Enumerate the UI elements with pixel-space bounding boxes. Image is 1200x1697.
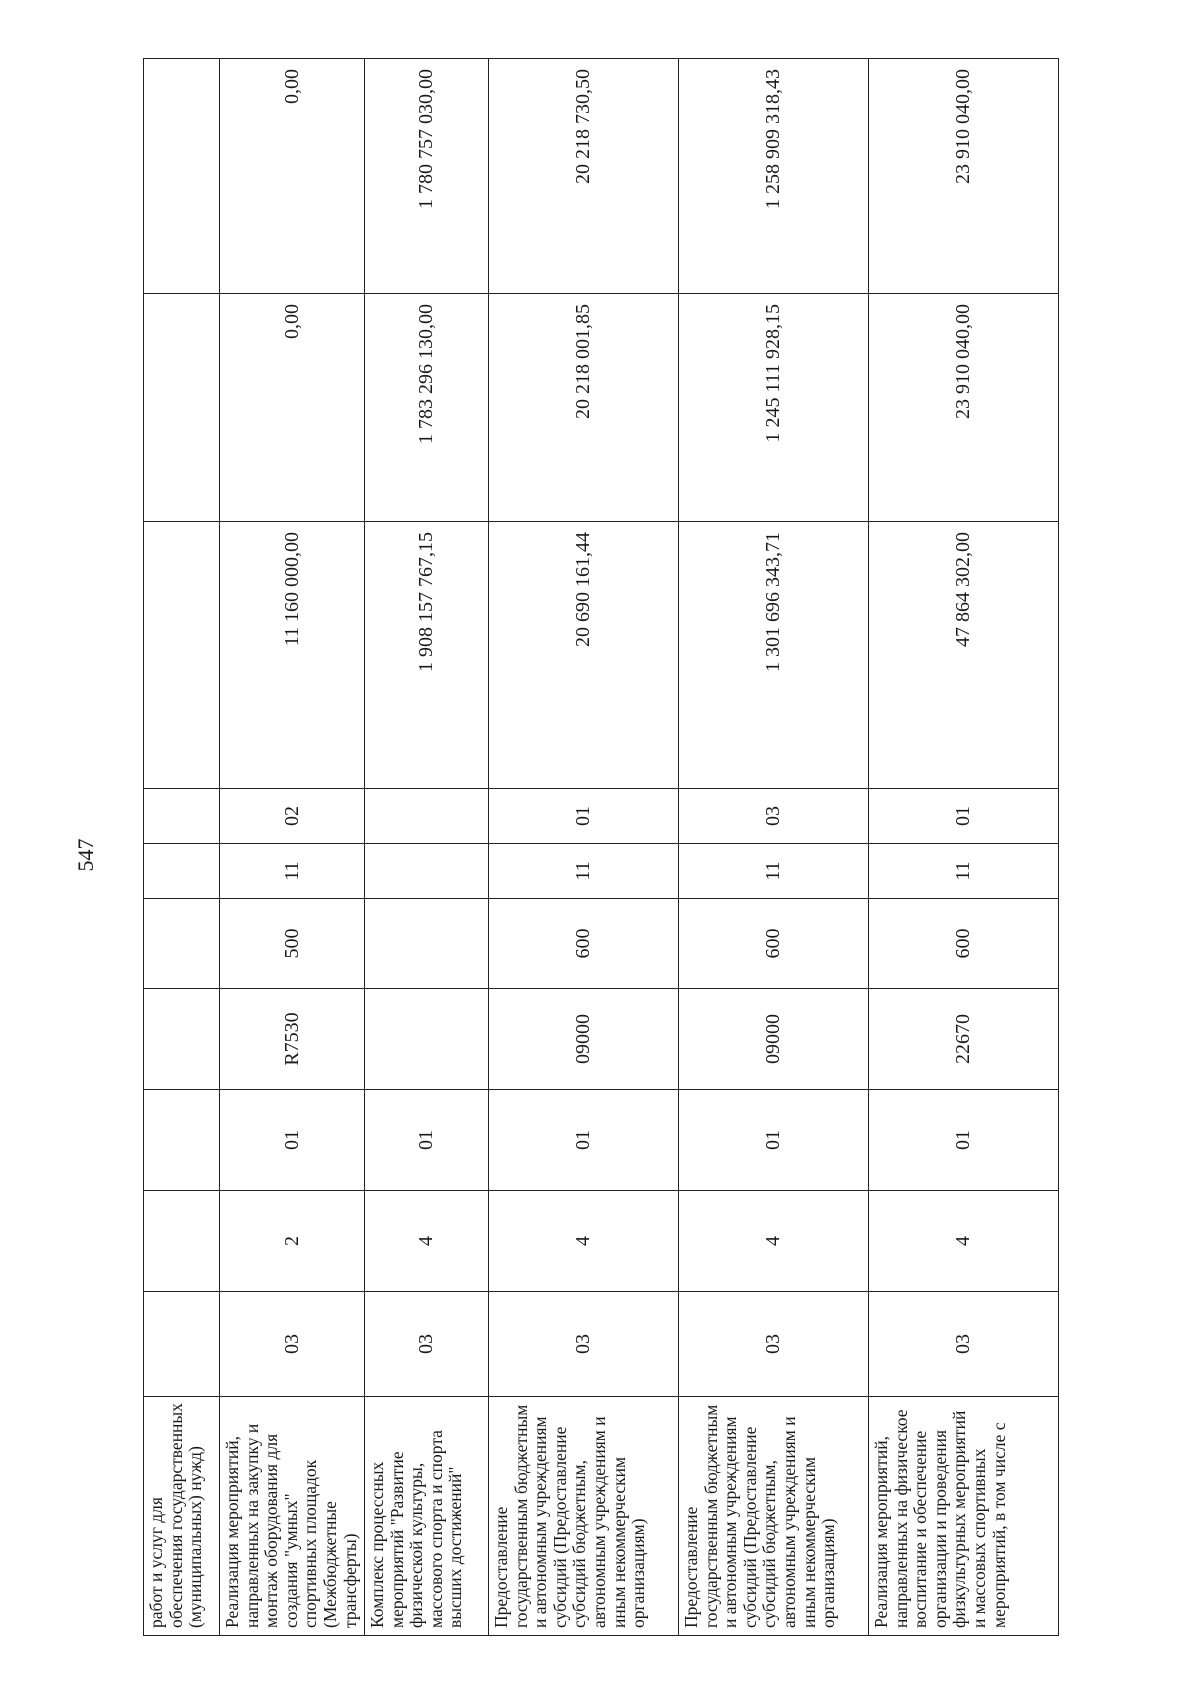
code-cell [365,844,489,899]
table-row [679,59,869,1636]
code-cell: 02 [220,789,365,844]
code-cell: 4 [489,1191,679,1292]
row-description: Реализация мероприятий, направленных на физическое воспитание и обеспечение организации и проведения физкультурных мероприятий и массовых спортивных мероприятий, в том числе с [869,1397,1059,1636]
code-cell: 03 [679,1292,869,1397]
code-cell: 11 [869,844,1059,899]
page-number: 547 [73,838,98,872]
code-cell: 4 [679,1191,869,1292]
row-description: Реализация мероприятий, направленных на закупку и монтаж оборудования для создания "умных" спортивных площадок (Межбюджетные трансферты) [220,1397,365,1636]
code-cell: 11 [489,844,679,899]
amount-cell [144,294,220,522]
amount-cell [144,522,220,789]
amount-cell: 1 301 696 343,71 [679,522,869,789]
amount-cell: 1 780 757 030,00 [365,59,489,294]
table-row [869,59,1059,1636]
row-description: Предоставление государственным бюджетным и автономным учреждениям субсидий (Предоставление субсидий бюджетным, автономным учреждениям и иным некоммерческим организациям) [489,1397,679,1636]
code-cell: 01 [679,1090,869,1191]
amount-cell: 23 910 040,00 [869,59,1059,294]
row-description: работ и услуг для обеспечения государственных (муниципальных) нужд) [144,1397,220,1636]
code-cell: 600 [679,899,869,989]
code-cell: 600 [489,899,679,989]
code-cell [365,789,489,844]
code-cell: 03 [489,1292,679,1397]
code-cell [144,1090,220,1191]
amount-cell: 20 218 001,85 [489,294,679,522]
code-cell: 03 [869,1292,1059,1397]
code-cell: 03 [365,1292,489,1397]
code-cell: 01 [365,1090,489,1191]
table-row [365,59,489,1636]
code-cell [144,989,220,1090]
code-cell: 2 [220,1191,365,1292]
amount-cell: 0,00 [220,294,365,522]
code-cell [365,989,489,1090]
code-cell: 03 [679,789,869,844]
table-row [220,59,365,1636]
table-row [144,59,220,1636]
amount-cell: 20 690 161,44 [489,522,679,789]
code-cell: 4 [365,1191,489,1292]
code-cell [144,844,220,899]
amount-cell: 1 258 909 318,43 [679,59,869,294]
amount-cell: 1 908 157 767,15 [365,522,489,789]
code-cell: 11 [679,844,869,899]
code-cell: R7530 [220,989,365,1090]
amount-cell: 20 218 730,50 [489,59,679,294]
code-cell: 11 [220,844,365,899]
code-cell [144,789,220,844]
code-cell: 01 [869,789,1059,844]
row-description: Комплекс процессных мероприятий "Развитие физической культуры, массового спорта и спорта высших достижений" [365,1397,489,1636]
table-row [489,59,679,1636]
code-cell [144,1292,220,1397]
code-cell: 01 [489,789,679,844]
amount-cell: 1 783 296 130,00 [365,294,489,522]
amount-cell: 23 910 040,00 [869,294,1059,522]
code-cell: 500 [220,899,365,989]
code-cell: 4 [869,1191,1059,1292]
budget-table [143,58,1059,1636]
code-cell: 600 [869,899,1059,989]
amount-cell: 47 864 302,00 [869,522,1059,789]
amount-cell: 0,00 [220,59,365,294]
amount-cell: 1 245 111 928,15 [679,294,869,522]
code-cell: 03 [220,1292,365,1397]
code-cell [365,899,489,989]
budget-table-container [143,59,1058,1636]
code-cell: 01 [869,1090,1059,1191]
code-cell [144,1191,220,1292]
code-cell: 22670 [869,989,1059,1090]
amount-cell [144,59,220,294]
amount-cell: 11 160 000,00 [220,522,365,789]
code-cell: 09000 [679,989,869,1090]
row-description: Предоставление государственным бюджетным и автономным учреждениям субсидий (Предоставление субсидий бюджетным, автономным учреждениям и иным некоммерческим организациям) [679,1397,869,1636]
code-cell [144,899,220,989]
code-cell: 01 [220,1090,365,1191]
code-cell: 09000 [489,989,679,1090]
code-cell: 01 [489,1090,679,1191]
